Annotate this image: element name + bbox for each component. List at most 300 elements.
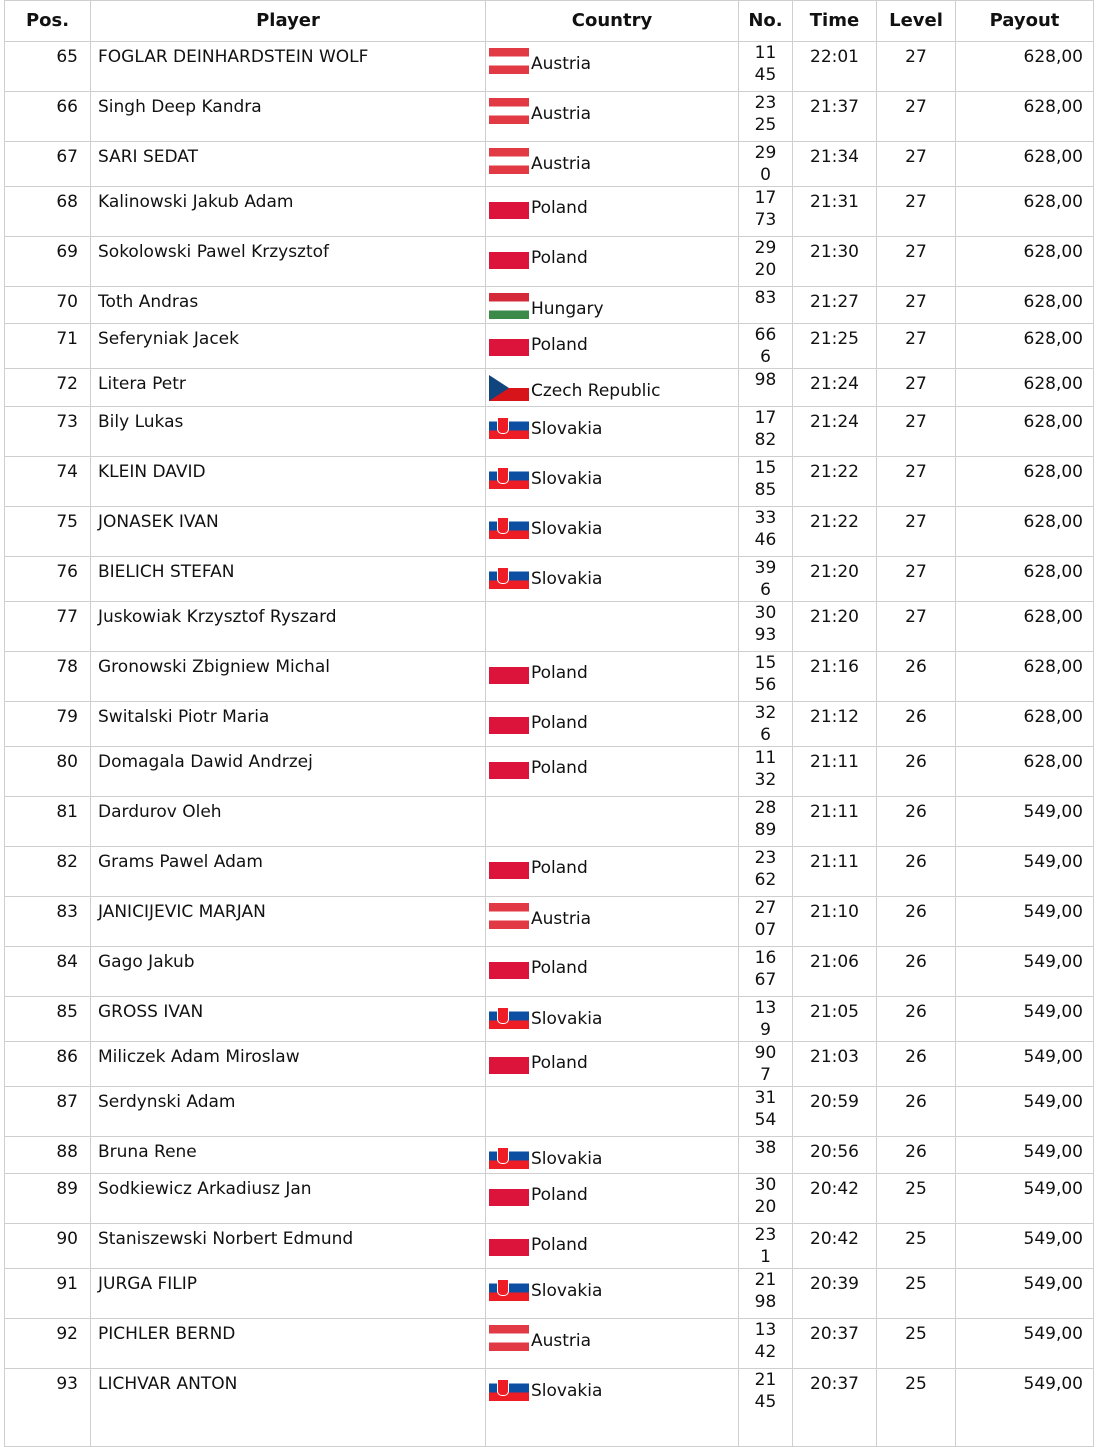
cell-country <box>486 747 739 797</box>
poland-flag-icon <box>489 862 529 879</box>
cell-level: 27 <box>877 324 956 369</box>
country-label: Poland <box>531 335 588 355</box>
cell-payout: 628,00 <box>956 42 1094 92</box>
header-player: Player <box>91 1 486 42</box>
cell-no <box>739 237 793 287</box>
cell-player: Domagala Dawid Andrzej <box>91 747 486 797</box>
country-label: Slovakia <box>531 569 603 589</box>
cell-level: 25 <box>877 1269 956 1319</box>
cell-payout: 549,00 <box>956 1137 1094 1174</box>
cell-payout: 628,00 <box>956 369 1094 407</box>
cell-time: 21:27 <box>793 287 877 324</box>
cell-level: 26 <box>877 897 956 947</box>
player-number: 3020 <box>754 1175 777 1217</box>
table-row <box>5 702 1094 747</box>
cell-time: 21:20 <box>793 602 877 652</box>
cell-pos: 75 <box>5 507 91 557</box>
cell-level: 27 <box>877 407 956 457</box>
cell-country <box>486 602 739 652</box>
country-label: Austria <box>531 909 592 929</box>
cell-payout: 628,00 <box>956 187 1094 237</box>
poland-flag-icon <box>489 717 529 734</box>
country-label: Poland <box>531 1053 588 1073</box>
cell-time: 20:42 <box>793 1224 877 1269</box>
table-row <box>5 797 1094 847</box>
table-row <box>5 947 1094 997</box>
cell-time: 21:10 <box>793 897 877 947</box>
cell-no <box>739 702 793 747</box>
cell-no <box>739 1042 793 1087</box>
cell-country <box>486 407 739 457</box>
cell-payout: 549,00 <box>956 1174 1094 1224</box>
cell-time: 21:31 <box>793 187 877 237</box>
cell-payout: 628,00 <box>956 457 1094 507</box>
cell-no <box>739 602 793 652</box>
cell-no <box>739 1319 793 1369</box>
poland-flag-icon <box>489 762 529 779</box>
cell-time: 22:01 <box>793 42 877 92</box>
cell-country <box>486 1174 739 1224</box>
table-row <box>5 1269 1094 1319</box>
cell-pos: 84 <box>5 947 91 997</box>
country-label: Slovakia <box>531 1381 603 1401</box>
cell-level: 26 <box>877 997 956 1042</box>
table-row <box>5 602 1094 652</box>
austria-flag-icon <box>489 903 529 929</box>
cell-level: 25 <box>877 1224 956 1269</box>
cell-time: 21:30 <box>793 237 877 287</box>
cell-level: 26 <box>877 797 956 847</box>
cell-level: 27 <box>877 237 956 287</box>
cell-player: PICHLER BERND <box>91 1319 486 1369</box>
table-row <box>5 142 1094 187</box>
cell-country <box>486 369 739 407</box>
cell-level: 26 <box>877 702 956 747</box>
table-row <box>5 324 1094 369</box>
country-label: Poland <box>531 663 588 683</box>
header-payout: Payout <box>956 1 1094 42</box>
cell-player: Grams Pawel Adam <box>91 847 486 897</box>
cell-player: Juskowiak Krzysztof Ryszard <box>91 602 486 652</box>
player-number: 3346 <box>754 508 777 550</box>
austria-flag-icon <box>489 1325 529 1351</box>
cell-time: 20:56 <box>793 1137 877 1174</box>
results-table <box>4 0 1094 1447</box>
cell-country <box>486 142 739 187</box>
country-label: Austria <box>531 104 592 124</box>
cell-country <box>486 324 739 369</box>
table-row <box>5 187 1094 237</box>
player-number: 1782 <box>754 408 777 450</box>
player-number: 907 <box>754 1043 777 1085</box>
cell-pos: 68 <box>5 187 91 237</box>
table-row <box>5 847 1094 897</box>
table-row <box>5 1224 1094 1269</box>
country-label: Poland <box>531 758 588 778</box>
cell-no <box>739 1087 793 1137</box>
table-row <box>5 747 1094 797</box>
player-number: 326 <box>754 703 777 745</box>
cell-pos: 87 <box>5 1087 91 1137</box>
table-row <box>5 1087 1094 1137</box>
cell-country <box>486 187 739 237</box>
cell-pos: 71 <box>5 324 91 369</box>
table-row <box>5 1319 1094 1369</box>
cell-player: JANICIJEVIC MARJAN <box>91 897 486 947</box>
cell-time: 21:22 <box>793 507 877 557</box>
player-number: 2145 <box>754 1370 777 1412</box>
cell-country <box>486 1224 739 1269</box>
poland-flag-icon <box>489 667 529 684</box>
cell-country <box>486 847 739 897</box>
cell-country <box>486 1319 739 1369</box>
cell-pos: 74 <box>5 457 91 507</box>
cell-payout: 549,00 <box>956 1224 1094 1269</box>
cell-pos: 81 <box>5 797 91 847</box>
hungary-flag-icon <box>489 293 529 319</box>
cell-pos: 89 <box>5 1174 91 1224</box>
country-label: Czech Republic <box>531 381 661 401</box>
cell-no <box>739 457 793 507</box>
table-row <box>5 1042 1094 1087</box>
cell-pos: 91 <box>5 1269 91 1319</box>
cell-pos: 69 <box>5 237 91 287</box>
cell-country <box>486 947 739 997</box>
table-row <box>5 652 1094 702</box>
player-number: 38 <box>754 1138 777 1158</box>
cell-level: 26 <box>877 747 956 797</box>
cell-country <box>486 92 739 142</box>
cell-payout: 628,00 <box>956 287 1094 324</box>
cell-player: JONASEK IVAN <box>91 507 486 557</box>
cell-payout: 549,00 <box>956 847 1094 897</box>
player-number: 3154 <box>754 1088 777 1130</box>
cell-player: Gronowski Zbigniew Michal <box>91 652 486 702</box>
player-number: 98 <box>754 370 777 390</box>
cell-payout: 628,00 <box>956 237 1094 287</box>
cell-time: 21:25 <box>793 324 877 369</box>
cell-level: 25 <box>877 1369 956 1447</box>
table-row <box>5 1137 1094 1174</box>
player-number: 3093 <box>754 603 777 645</box>
cell-time: 21:20 <box>793 557 877 602</box>
country-label: Poland <box>531 858 588 878</box>
player-number: 2707 <box>754 898 777 940</box>
cell-pos: 92 <box>5 1319 91 1369</box>
header-time: Time <box>793 1 877 42</box>
table-row <box>5 287 1094 324</box>
cell-level: 27 <box>877 369 956 407</box>
cell-level: 26 <box>877 1137 956 1174</box>
cell-player: SARI SEDAT <box>91 142 486 187</box>
cell-player: Switalski Piotr Maria <box>91 702 486 747</box>
cell-pos: 78 <box>5 652 91 702</box>
cell-country <box>486 652 739 702</box>
cell-country <box>486 1369 739 1447</box>
cell-time: 21:05 <box>793 997 877 1042</box>
country-label: Poland <box>531 958 588 978</box>
player-number: 1556 <box>754 653 777 695</box>
cell-time: 21:03 <box>793 1042 877 1087</box>
cell-time: 21:16 <box>793 652 877 702</box>
cell-time: 21:11 <box>793 797 877 847</box>
cell-level: 26 <box>877 1042 956 1087</box>
table-row <box>5 237 1094 287</box>
header-country: Country <box>486 1 739 42</box>
country-label: Slovakia <box>531 469 603 489</box>
table-row <box>5 92 1094 142</box>
cell-level: 25 <box>877 1174 956 1224</box>
cell-player: Staniszewski Norbert Edmund <box>91 1224 486 1269</box>
cell-no <box>739 187 793 237</box>
cell-time: 21:11 <box>793 747 877 797</box>
cell-pos: 79 <box>5 702 91 747</box>
cell-time: 21:22 <box>793 457 877 507</box>
cell-pos: 70 <box>5 287 91 324</box>
slovakia-flag-icon <box>489 413 529 439</box>
cell-pos: 65 <box>5 42 91 92</box>
slovakia-flag-icon <box>489 1143 529 1169</box>
cell-player: JURGA FILIP <box>91 1269 486 1319</box>
cell-pos: 77 <box>5 602 91 652</box>
table-row <box>5 897 1094 947</box>
cell-player: GROSS IVAN <box>91 997 486 1042</box>
cell-no <box>739 947 793 997</box>
cell-pos: 73 <box>5 407 91 457</box>
country-label: Slovakia <box>531 1009 603 1029</box>
country-label: Slovakia <box>531 1149 603 1169</box>
cell-payout: 549,00 <box>956 1269 1094 1319</box>
cell-time: 20:59 <box>793 1087 877 1137</box>
cell-payout: 628,00 <box>956 652 1094 702</box>
player-number: 2920 <box>754 238 777 280</box>
player-number: 666 <box>754 325 777 367</box>
country-label: Poland <box>531 713 588 733</box>
cell-payout: 628,00 <box>956 747 1094 797</box>
country-label: Poland <box>531 198 588 218</box>
country-label: Poland <box>531 1235 588 1255</box>
table-row <box>5 457 1094 507</box>
slovakia-flag-icon <box>489 513 529 539</box>
cell-payout: 628,00 <box>956 507 1094 557</box>
cell-pos: 86 <box>5 1042 91 1087</box>
cell-level: 27 <box>877 287 956 324</box>
cell-pos: 67 <box>5 142 91 187</box>
cell-time: 21:11 <box>793 847 877 897</box>
cell-no <box>739 797 793 847</box>
cell-player: Kalinowski Jakub Adam <box>91 187 486 237</box>
country-label: Slovakia <box>531 1281 603 1301</box>
cell-level: 26 <box>877 1087 956 1137</box>
player-number: 1585 <box>754 458 777 500</box>
cell-no <box>739 324 793 369</box>
cell-country <box>486 457 739 507</box>
cell-country <box>486 997 739 1042</box>
cell-player: Serdynski Adam <box>91 1087 486 1137</box>
country-label: Austria <box>531 1331 592 1351</box>
player-number: 2362 <box>754 848 777 890</box>
cell-payout: 549,00 <box>956 1042 1094 1087</box>
cell-no <box>739 1224 793 1269</box>
header-no: No. <box>739 1 793 42</box>
cell-level: 26 <box>877 947 956 997</box>
cell-payout: 628,00 <box>956 702 1094 747</box>
poland-flag-icon <box>489 962 529 979</box>
slovakia-flag-icon <box>489 463 529 489</box>
cell-country <box>486 702 739 747</box>
cell-pos: 80 <box>5 747 91 797</box>
poland-flag-icon <box>489 202 529 219</box>
cell-no <box>739 1137 793 1174</box>
player-number: 290 <box>754 143 777 185</box>
poland-flag-icon <box>489 1239 529 1256</box>
cell-payout: 549,00 <box>956 1369 1094 1447</box>
table-row <box>5 557 1094 602</box>
cell-level: 27 <box>877 602 956 652</box>
cell-country <box>486 507 739 557</box>
player-number: 2889 <box>754 798 777 840</box>
country-label: Slovakia <box>531 419 603 439</box>
cell-no <box>739 507 793 557</box>
austria-flag-icon <box>489 98 529 124</box>
cell-no <box>739 1269 793 1319</box>
table-row <box>5 507 1094 557</box>
cell-country <box>486 1087 739 1137</box>
czech-flag-icon <box>489 375 529 401</box>
cell-player: Dardurov Oleh <box>91 797 486 847</box>
cell-no <box>739 407 793 457</box>
cell-player: FOGLAR DEINHARDSTEIN WOLF <box>91 42 486 92</box>
cell-no <box>739 557 793 602</box>
cell-player: Sokolowski Pawel Krzysztof <box>91 237 486 287</box>
header-row <box>5 1 1094 42</box>
player-number: 1773 <box>754 188 777 230</box>
cell-level: 26 <box>877 652 956 702</box>
cell-level: 27 <box>877 42 956 92</box>
cell-no <box>739 847 793 897</box>
cell-level: 27 <box>877 142 956 187</box>
cell-level: 27 <box>877 92 956 142</box>
cell-pos: 66 <box>5 92 91 142</box>
table-row <box>5 1369 1094 1447</box>
cell-payout: 549,00 <box>956 997 1094 1042</box>
cell-no <box>739 92 793 142</box>
cell-payout: 628,00 <box>956 557 1094 602</box>
cell-payout: 628,00 <box>956 142 1094 187</box>
cell-pos: 72 <box>5 369 91 407</box>
slovakia-flag-icon <box>489 1375 529 1401</box>
cell-no <box>739 287 793 324</box>
country-label: Poland <box>531 1185 588 1205</box>
poland-flag-icon <box>489 339 529 356</box>
cell-country <box>486 1042 739 1087</box>
cell-payout: 549,00 <box>956 797 1094 847</box>
cell-player: Sodkiewicz Arkadiusz Jan <box>91 1174 486 1224</box>
slovakia-flag-icon <box>489 1003 529 1029</box>
cell-player: Singh Deep Kandra <box>91 92 486 142</box>
cell-country <box>486 1137 739 1174</box>
table-row <box>5 369 1094 407</box>
cell-player: KLEIN DAVID <box>91 457 486 507</box>
cell-no <box>739 42 793 92</box>
table-row <box>5 407 1094 457</box>
cell-payout: 549,00 <box>956 1087 1094 1137</box>
poland-flag-icon <box>489 1057 529 1074</box>
cell-no <box>739 369 793 407</box>
country-label: Austria <box>531 54 592 74</box>
cell-time: 21:24 <box>793 407 877 457</box>
player-number: 2325 <box>754 93 777 135</box>
austria-flag-icon <box>489 148 529 174</box>
cell-player: Bily Lukas <box>91 407 486 457</box>
player-number: 139 <box>754 998 777 1040</box>
table-row <box>5 997 1094 1042</box>
cell-player: Litera Petr <box>91 369 486 407</box>
cell-time: 20:37 <box>793 1319 877 1369</box>
player-number: 1667 <box>754 948 777 990</box>
cell-country <box>486 287 739 324</box>
player-number: 396 <box>754 558 777 600</box>
slovakia-flag-icon <box>489 1275 529 1301</box>
header-level: Level <box>877 1 956 42</box>
cell-payout: 549,00 <box>956 947 1094 997</box>
country-label: Poland <box>531 248 588 268</box>
cell-country <box>486 1269 739 1319</box>
cell-player: Toth Andras <box>91 287 486 324</box>
country-label: Slovakia <box>531 519 603 539</box>
player-number: 1342 <box>754 1320 777 1362</box>
cell-time: 21:24 <box>793 369 877 407</box>
cell-level: 27 <box>877 187 956 237</box>
cell-player: Gago Jakub <box>91 947 486 997</box>
cell-payout: 628,00 <box>956 324 1094 369</box>
cell-level: 27 <box>877 457 956 507</box>
cell-pos: 85 <box>5 997 91 1042</box>
cell-payout: 628,00 <box>956 407 1094 457</box>
cell-country <box>486 237 739 287</box>
cell-no <box>739 652 793 702</box>
cell-pos: 82 <box>5 847 91 897</box>
cell-pos: 88 <box>5 1137 91 1174</box>
cell-player: Miliczek Adam Miroslaw <box>91 1042 486 1087</box>
cell-pos: 83 <box>5 897 91 947</box>
player-number: 231 <box>754 1225 777 1267</box>
cell-pos: 93 <box>5 1369 91 1447</box>
cell-player: LICHVAR ANTON <box>91 1369 486 1447</box>
cell-country <box>486 797 739 847</box>
cell-time: 21:06 <box>793 947 877 997</box>
header-pos: Pos. <box>5 1 91 42</box>
cell-pos: 76 <box>5 557 91 602</box>
cell-time: 20:42 <box>793 1174 877 1224</box>
country-label: Austria <box>531 154 592 174</box>
cell-level: 26 <box>877 847 956 897</box>
cell-time: 20:39 <box>793 1269 877 1319</box>
cell-no <box>739 997 793 1042</box>
cell-level: 27 <box>877 557 956 602</box>
cell-time: 20:37 <box>793 1369 877 1447</box>
poland-flag-icon <box>489 1189 529 1206</box>
cell-country <box>486 557 739 602</box>
cell-player: Seferyniak Jacek <box>91 324 486 369</box>
cell-no <box>739 1369 793 1447</box>
table-row <box>5 1174 1094 1224</box>
cell-country <box>486 897 739 947</box>
cell-payout: 628,00 <box>956 92 1094 142</box>
player-number: 83 <box>754 288 777 308</box>
cell-no <box>739 747 793 797</box>
cell-player: Bruna Rene <box>91 1137 486 1174</box>
